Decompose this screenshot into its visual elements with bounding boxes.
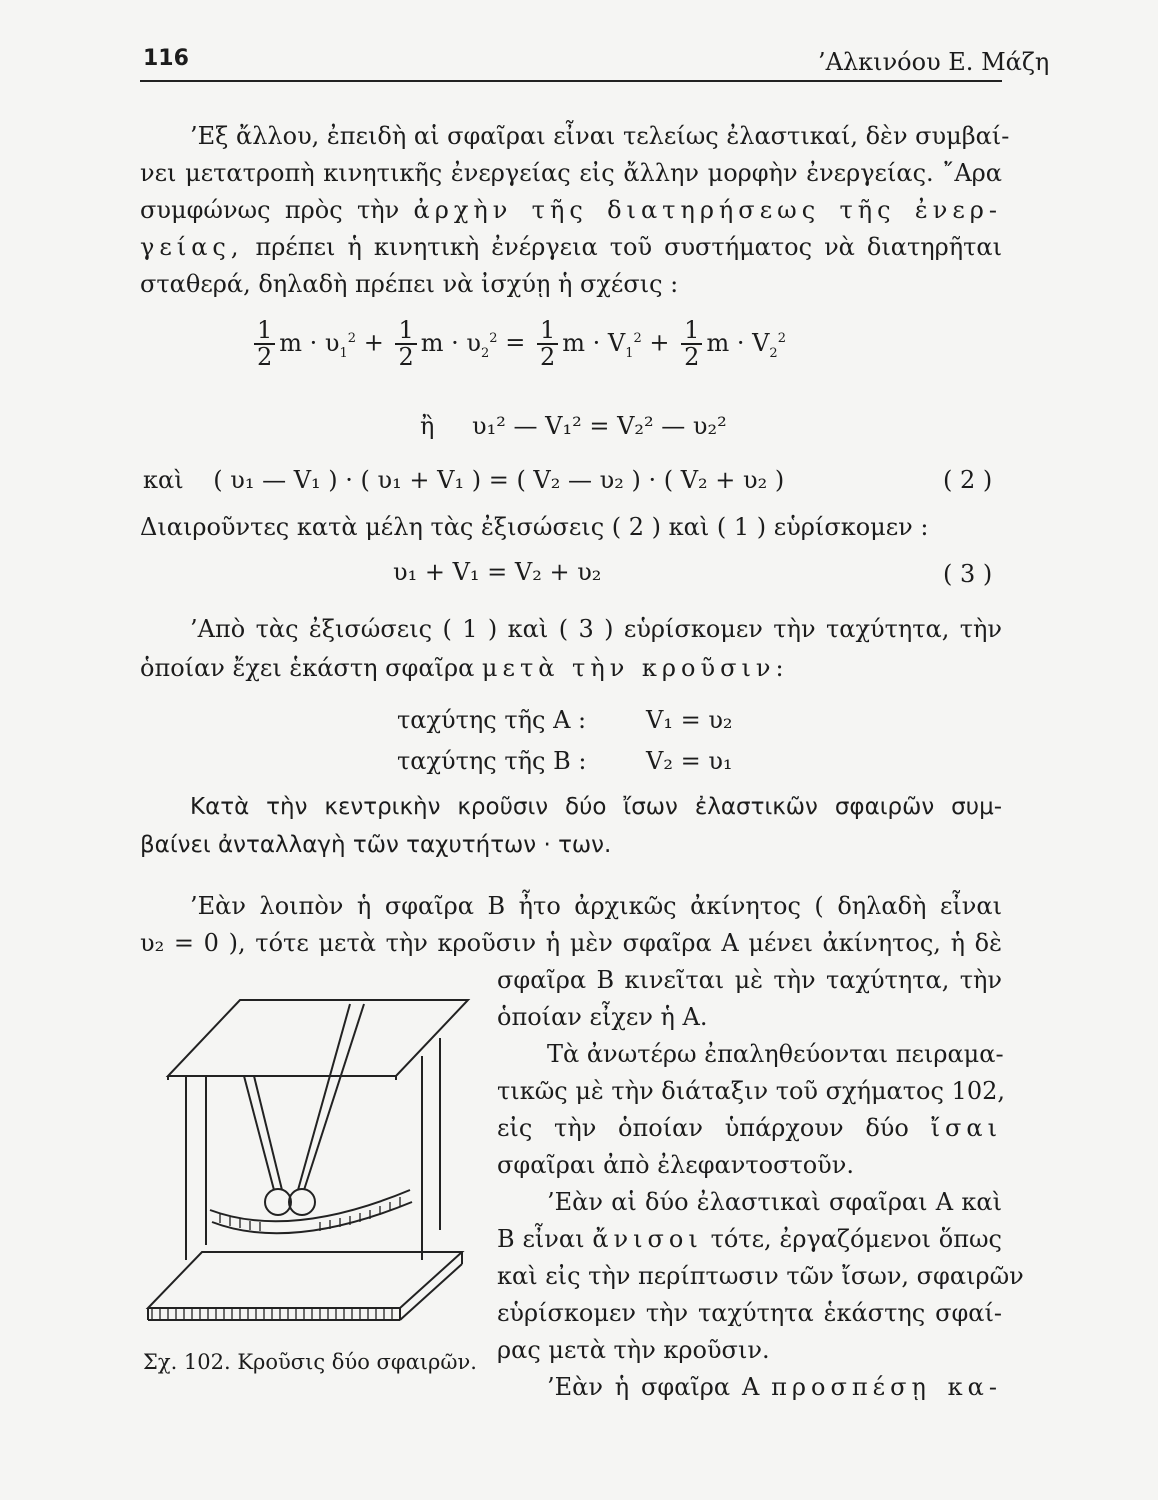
- eq-term: $m \cdot V_2^2$: [706, 328, 786, 361]
- scale-arc: [210, 1190, 410, 1221]
- pendulum-string: [298, 1004, 350, 1190]
- velocity-b-label: ταχύτης τῆς Β :: [397, 747, 587, 775]
- eq-body: υ₁² — V₁² = V₂² — υ₂²: [472, 412, 727, 440]
- text-line: [140, 198, 1002, 222]
- eq-operator: +: [363, 328, 384, 357]
- text-line: σφαῖραι ἀπὸ ἐλεφαντοστοῦν.: [497, 1151, 854, 1179]
- text-span: ’Εὰν ἡ σφαῖρα Α: [547, 1373, 772, 1401]
- eq-term: $m \cdot \upsilon_2^2$: [420, 328, 498, 361]
- text-span: συμφώνως πρὸς τὴν: [140, 196, 414, 224]
- equation-number: ( 3 ): [943, 560, 993, 588]
- text-span: πρέπει ἡ κινητικὴ ἐνέργεια τοῦ συστήματος νὰ διατηρῆται: [243, 233, 1002, 261]
- text-line: [140, 235, 1002, 259]
- header-rule: [140, 80, 1002, 82]
- eq-term: $m \cdot V_1^2$: [562, 328, 642, 361]
- text-span: εἰς τὴν ὁποίαν ὑπάρχουν δύο: [497, 1114, 931, 1142]
- text-line: τικῶς μὲ τὴν διάταξιν τοῦ σχήματος 102,: [497, 1077, 1005, 1105]
- eq-prefix: ἢ: [420, 412, 435, 440]
- text-line: εὑρίσκομεν τὴν ταχύτητα ἑκάστης σφαί-: [497, 1299, 1002, 1327]
- emphasis-spaced: προσπέσῃ κα-: [771, 1373, 1002, 1401]
- text-span: ὁποίαν ἔχει ἑκάστη σφαῖρα: [140, 654, 482, 682]
- text-line: ὁποίαν εἶχεν ἡ Α.: [497, 1003, 708, 1031]
- fraction-half: $\frac{1}{2}$: [395, 318, 416, 370]
- text-line: ρας μετὰ τὴν κροῦσιν.: [497, 1336, 770, 1364]
- collision-apparatus-figure: [140, 990, 480, 1335]
- page-number: 116: [143, 46, 189, 71]
- text-line: [547, 1375, 1002, 1399]
- velocity-a-label: ταχύτης τῆς Α :: [397, 706, 587, 734]
- text-line: [497, 1227, 1002, 1251]
- eq-prefix: καὶ: [143, 466, 184, 494]
- velocity-a-value: V₁ = υ₂: [646, 706, 733, 734]
- equation-number: ( 2 ): [943, 466, 993, 494]
- base-plate: [148, 1252, 462, 1308]
- emphasis-spaced: μετὰ τὴν κροῦσιν:: [481, 654, 789, 682]
- eq-operator: +: [649, 328, 670, 357]
- text-span: Β εἶναι: [497, 1225, 593, 1253]
- text-line: καὶ εἰς τὴν περίπτωσιν τῶν ἴσων, σφαιρῶν: [497, 1262, 1024, 1290]
- text-line: υ₂ = 0 ), τότε μετὰ τὴν κροῦσιν ἡ μὲν σφαῖρα Α μένει ἀκίνητος, ἡ δὲ: [140, 929, 1002, 957]
- running-title: ’Αλκινόου Ε. Μάζη: [818, 48, 1050, 76]
- equation-sum: υ₁ + V₁ = V₂ + υ₂: [393, 558, 602, 586]
- eq-term: $m \cdot \upsilon_1^2$: [279, 328, 357, 361]
- fraction-half: $\frac{1}{2}$: [681, 318, 702, 370]
- text-line: Διαιροῦντες κατὰ μέλη τὰς ἐξισώσεις ( 2 ) καὶ ( 1 ) εὑρίσκομεν :: [140, 513, 929, 541]
- fraction-half: $\frac{1}{2}$: [537, 318, 558, 370]
- text-line: ’Εὰν αἱ δύο ἐλαστικαὶ σφαῖραι Α καὶ: [547, 1188, 1002, 1216]
- ball-a: [265, 1189, 291, 1215]
- text-span: τότε, ἐργαζόμενοι ὅπως: [702, 1225, 1002, 1253]
- text-line: [140, 656, 789, 680]
- equation-factored: [143, 466, 784, 494]
- velocity-b-value: V₂ = υ₁: [646, 747, 733, 775]
- text-line: [497, 1116, 1002, 1140]
- text-line: ’Απὸ τὰς ἐξισώσεις ( 1 ) καὶ ( 3 ) εὑρίσκομεν τὴν ταχύτητα, τὴν: [190, 615, 1002, 643]
- eq-operator: =: [505, 328, 526, 357]
- text-line: Τὰ ἀνωτέρω ἐπαληθεύονται πειραμα-: [547, 1040, 1004, 1068]
- conclusion-line: βαίνει ἀνταλλαγὴ τῶν ταχυτήτων · των.: [140, 832, 612, 858]
- text-line: σταθερά, δηλαδὴ πρέπει νὰ ἰσχύῃ ἡ σχέσις :: [140, 270, 679, 298]
- figure-caption: Σχ. 102. Κροῦσις δύο σφαιρῶν.: [143, 1350, 477, 1374]
- emphasis-spaced: ἀρχὴν τῆς διατηρήσεως τῆς ἐνερ-: [413, 196, 1002, 224]
- conclusion-line: Κατὰ τὴν κεντρικὴν κροῦσιν δύο ἴσων ἐλαστικῶν σφαιρῶν συμ-: [190, 794, 1002, 820]
- equation-squares: [420, 412, 727, 440]
- fraction-half: $\frac{1}{2}$: [254, 318, 275, 370]
- text-line: ’Εξ ἄλλου, ἐπειδὴ αἱ σφαῖραι εἶναι τελείως ἐλαστικαί, δὲν συμβαί-: [190, 122, 1010, 150]
- ball-b: [289, 1189, 315, 1215]
- text-line: ’Εὰν λοιπὸν ἡ σφαῖρα Β ἦτο ἀρχικῶς ἀκίνητος ( δηλαδὴ εἶναι: [190, 892, 1002, 920]
- eq-body: ( υ₁ — V₁ ) · ( υ₁ + V₁ ) = ( V₂ — υ₂ ) · ( V₂ + υ₂ ): [213, 466, 785, 494]
- emphasis-spaced: γείας,: [140, 233, 244, 261]
- text-line: νει μετατροπὴ κινητικῆς ἐνεργείας εἰς ἄλλην μορφὴν ἐνεργείας. ῎Αρα: [140, 159, 1002, 187]
- emphasis-spaced: ἴσαι: [930, 1114, 1002, 1142]
- text-line: σφαῖρα Β κινεῖται μὲ τὴν ταχύτητα, τὴν: [497, 966, 1002, 994]
- equation-energy: [250, 318, 786, 370]
- emphasis-spaced: ἄνισοι: [592, 1225, 703, 1253]
